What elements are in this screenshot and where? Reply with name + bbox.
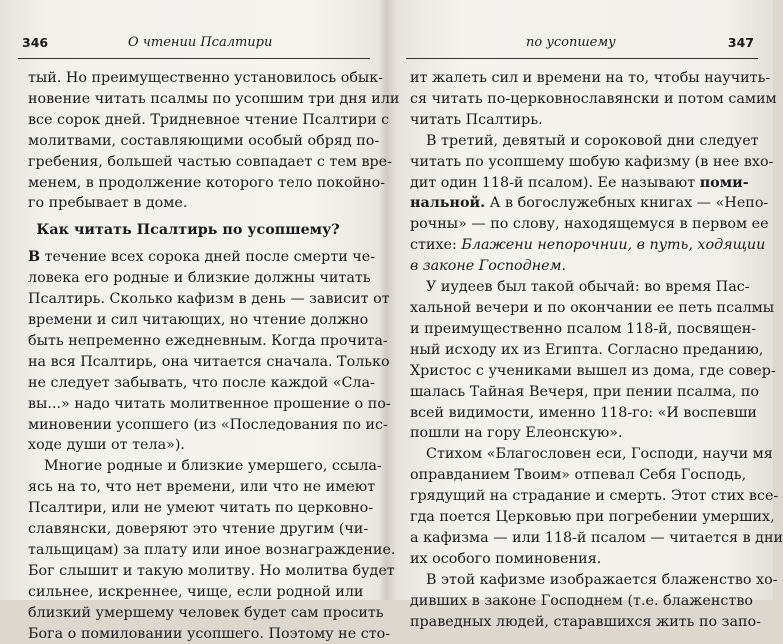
text-line: всей видимости, именно 118-го: «И воспевши xyxy=(410,404,757,421)
text-line: все сорок дней. Тридневное чтение Псалтири с xyxy=(28,111,390,128)
initial-letter: В xyxy=(28,249,41,266)
running-title: по усопшему xyxy=(526,35,616,50)
text-line: У иудеев был такой обычай: во время Пас- xyxy=(426,279,750,296)
text-line: молитвами, составляющими особый обряд по- xyxy=(28,132,380,149)
text-line: тый. Но преимущественно установилось обык- xyxy=(28,70,384,86)
text-line xyxy=(410,256,730,277)
text-span: стихе: xyxy=(410,237,457,254)
running-title: О чтении Псалтири xyxy=(128,35,273,50)
text-line: рочны» — по слову, находящемуся в первом ее xyxy=(410,216,769,233)
text-line: ловека его родные и близкие должны читать xyxy=(28,270,371,287)
page-number: 347 xyxy=(727,35,754,50)
text-line: Многие родные и близкие умершего, ссыла- xyxy=(44,458,382,475)
text-line: Псалтири, или не умеют читать по церковно- xyxy=(28,500,374,517)
text-line xyxy=(410,173,749,194)
right-page xyxy=(388,0,783,630)
paragraph xyxy=(410,277,776,444)
text-line: пошли на гору Елеонскую». xyxy=(410,425,623,442)
header-rule xyxy=(18,58,370,59)
text-line: го пребывает в доме. xyxy=(28,195,188,212)
italic-quote: Блажени непорочнии, в путь, ходящии xyxy=(461,237,766,254)
right-page-body xyxy=(410,68,783,632)
intro-paragraph xyxy=(28,68,400,214)
text-line: Христос с учениками вышел из дома, где совер- xyxy=(410,362,776,379)
text-line: шалась Тайная Вечеря, при пении псалма, по xyxy=(410,383,759,400)
text-line: тальщицам) за плату или иное вознаграждение. xyxy=(28,541,396,558)
text-span: А в богослужебных книгах — «Непо- xyxy=(485,195,769,212)
left-page-body xyxy=(28,68,400,644)
text-line xyxy=(28,247,376,268)
paragraph xyxy=(410,131,774,277)
bold-term: нальной. xyxy=(410,195,486,212)
text-line: дивших в законе Господнем (т.е. блаженство xyxy=(410,592,753,609)
text-line: на вся Псалтирь, она читается сначала. Только xyxy=(28,353,390,370)
paragraph xyxy=(410,444,783,569)
text-line: и преимущественно псалом 118-й, посвящен- xyxy=(410,320,757,337)
text-line: быть непременно ежедневным. Когда прочита- xyxy=(28,332,388,349)
text-line: близкий умершему человек будет сам просить xyxy=(28,604,384,621)
text-line: ясь на то, что нет времени, или что не имеют xyxy=(28,479,376,496)
text-line: В третий, девятый и сороковой дни следует xyxy=(426,132,759,149)
text-line: Бог слышит и такую молитву. Но молитва будет xyxy=(28,562,395,579)
text-line: ный исходу их из Египта. Согласно преданию, xyxy=(410,341,764,358)
page-number: 346 xyxy=(22,35,49,50)
text-line: славянски, доверяют это чтение другим (чи- xyxy=(28,521,369,538)
text-line: менем, в продолжение которого тело покойно- xyxy=(28,174,386,191)
bold-term: поми- xyxy=(699,174,749,191)
text-line: вы...» надо читать молитвенное прошение о по- xyxy=(28,395,391,412)
text-line xyxy=(410,235,766,256)
text-line: а кафизма — или 118-й псалом — читается в дни xyxy=(410,529,783,546)
text-line: сильнее, искреннее, чище, если родной или xyxy=(28,583,364,600)
text-line: ся читать по-церковнославянски и потом самим xyxy=(410,90,777,107)
text-line: Бога о помиловании усопшего. Поэтому не сто- xyxy=(28,625,391,642)
paragraph xyxy=(410,570,778,633)
paragraph xyxy=(28,247,391,456)
intro-paragraph xyxy=(410,68,777,131)
text-line: читать Псалтирь. xyxy=(410,111,543,128)
section-heading: Как читать Псалтирь по усопшему? xyxy=(36,222,340,239)
text-line: гребения, большей частью совпадает с тем вре- xyxy=(28,153,392,170)
text-line: праведных людей, старавшихся жить по запо- xyxy=(410,613,761,630)
text-line: В этой кафизме изображается блаженство хо- xyxy=(426,571,778,588)
text-line: времени и сил читающих, но чтение должно xyxy=(28,311,369,328)
text-line: не следует забывать, что после каждой «Сла- xyxy=(28,374,375,391)
text-line: грядущий на страдание и смерть. Этот стих все- xyxy=(410,488,779,505)
text-span: дит один 118-й псалом). Ее называют xyxy=(410,174,696,191)
right-page-header xyxy=(406,34,758,52)
text-line: ходе души от тела»). xyxy=(28,437,185,454)
text-line: ит жалеть сил и времени на то, чтобы научить- xyxy=(410,70,771,86)
paragraph xyxy=(28,456,396,644)
text-line: миновении усопшего (из «Последования по ис- xyxy=(28,416,388,433)
text-line: хальной вечери и по окончании ее петь псалмы xyxy=(410,299,775,316)
text-line xyxy=(410,193,769,214)
text-line: их особого поминовения. xyxy=(410,550,602,567)
text-line: Стихом «Благословен еси, Господи, научи мя xyxy=(426,446,773,463)
text-line: новение читать псалмы по усопшим три дня или xyxy=(28,90,400,107)
header-rule xyxy=(406,58,758,59)
text-span: течение всех сорока дней после смерти че- xyxy=(40,249,376,266)
text-line: оправданием Твоим» отпевал Себя Господь, xyxy=(410,467,747,484)
text-line: Псалтирь. Сколько кафизм в день — зависит от xyxy=(28,291,390,308)
italic-quote: в законе Господнем. xyxy=(410,258,566,275)
left-page-header xyxy=(18,34,370,52)
text-line: гда поется Церковью при погребении умерших, xyxy=(410,509,775,526)
text-line: читать по усопшему шобую кафизму (в нее вхо- xyxy=(410,153,774,170)
